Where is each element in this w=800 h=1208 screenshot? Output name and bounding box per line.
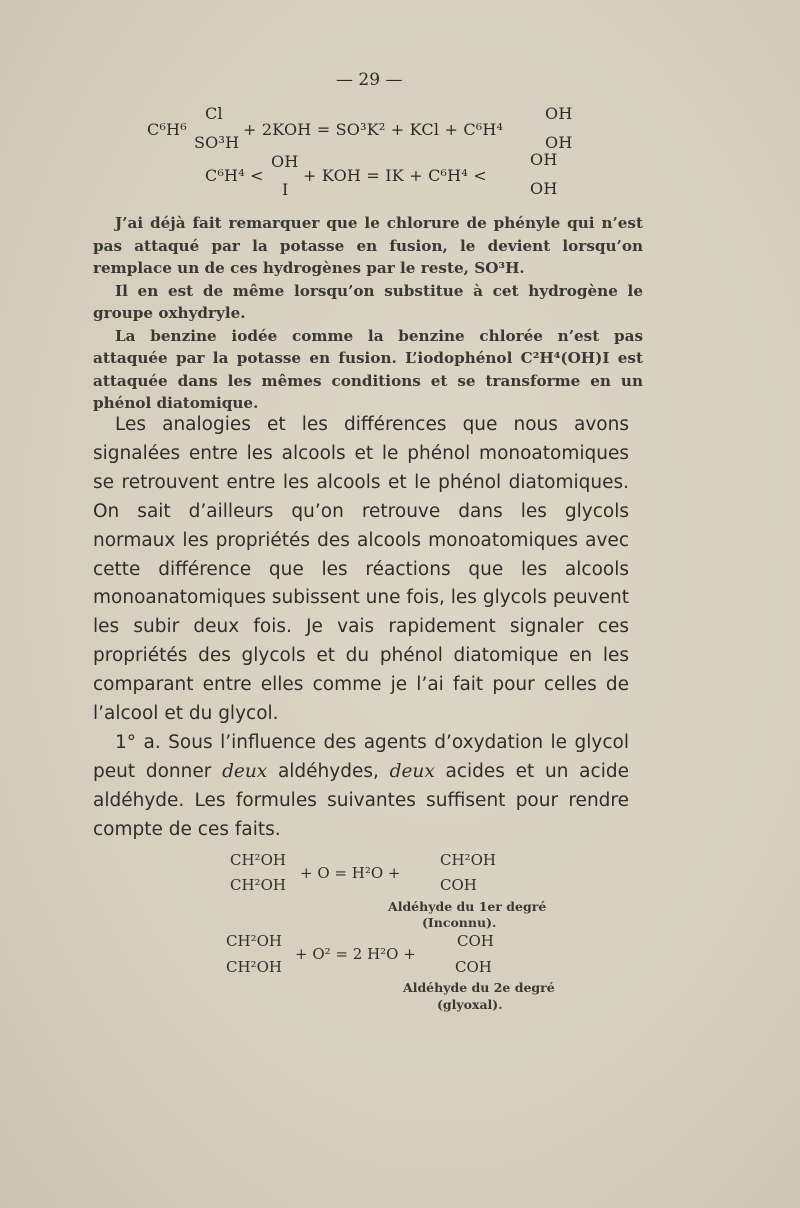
eq1-middle: + 2KOH = SO³K² + KCl + C⁶H⁴ <box>243 120 504 139</box>
r1-caption-1: Aldéhyde du 1er degré <box>388 899 547 914</box>
eq2-right-top: OH <box>530 150 558 169</box>
p2-deux-1: deux <box>222 760 268 782</box>
eq1-right-bottom: OH <box>545 133 573 152</box>
eq1-right-top: OH <box>545 104 573 123</box>
eq2-right-bottom: OH <box>530 179 558 198</box>
eq1-sub-bottom: SO³H <box>194 133 240 152</box>
r1-caption-2: (Inconnu). <box>422 915 497 930</box>
r2-right-top: COH <box>457 932 494 950</box>
eq2-sub-bottom: I <box>282 180 289 199</box>
large-print-block <box>93 411 629 845</box>
body-paragraph-1: Les analogies et les différences que nous avons signalées entre les alcools et le phénol monoatomiques se retrouvent entre les alcools et le phénol diatomiques. On sait d’ailleurs qu’on retrouve dans les glycols normaux les propriétés des alcools monoatomiques avec cette différence que les réactions que les alcools monoanatomiques subissent une fois, les glycols peuvent les subir deux fois. Je vais rapidement signaler ces propriétés des glycols et du phénol diatomique en les comparant entre elles comme je l’ai fait pour celles de l’alcool et du glycol. <box>93 414 629 725</box>
r2-right-bottom: COH <box>455 958 492 976</box>
r2-middle: + O² = 2 H²O + <box>295 945 416 963</box>
r1-middle: + O = H²O + <box>300 864 401 882</box>
r1-left-bottom: CH²OH <box>230 876 286 894</box>
eq2-sub-top: OH <box>271 152 299 171</box>
small-paragraph-2: Il en est de même lorsqu’on substitue à cet hydrogène le groupe oxhydryle. <box>93 281 643 322</box>
small-print-block <box>93 212 643 415</box>
p2-mid: aldéhydes, <box>277 760 379 782</box>
r1-right-top: CH²OH <box>440 851 496 869</box>
r2-caption-1: Aldéhyde du 2e degré <box>403 980 555 995</box>
r2-caption-2: (glyoxal). <box>437 997 503 1012</box>
r2-left-bottom: CH²OH <box>226 958 282 976</box>
p2-deux-2: deux <box>389 760 435 782</box>
body-paragraph-2 <box>93 729 629 845</box>
eq1-sub-top: Cl <box>205 104 223 123</box>
p2-start: 1° a. Sous l’influence des agents d’oxydation le glycol peut donner <box>93 731 629 782</box>
page-number: — 29 — <box>336 70 403 90</box>
r1-right-bottom: COH <box>440 876 477 894</box>
eq2-left: C⁶H⁴ < <box>205 166 264 185</box>
small-paragraph-3: La benzine iodée comme la benzine chlorée n’est pas attaquée par la potasse en fusion. L’iodophénol C²H⁴(OH)I est attaquée dans les mêmes conditions et se transforme en un phénol diatomique. <box>93 326 643 412</box>
eq2-middle: + KOH = IK + C⁶H⁴ < <box>303 166 487 185</box>
small-paragraph-1: J’ai déjà fait remarquer que le chlorure de phényle qui n’est pas attaqué par la potasse en fusion, le devient lorsqu’on remplace un de ces hydrogènes par le reste, SO³H. <box>93 214 643 277</box>
eq1-left: C⁶H⁶ <box>147 120 187 139</box>
r2-left-top: CH²OH <box>226 932 282 950</box>
r1-left-top: CH²OH <box>230 851 286 869</box>
p2-end: acides et un acide aldéhyde. Les formules suivantes suffisent pour rendre compte de ces faits. <box>93 760 629 840</box>
